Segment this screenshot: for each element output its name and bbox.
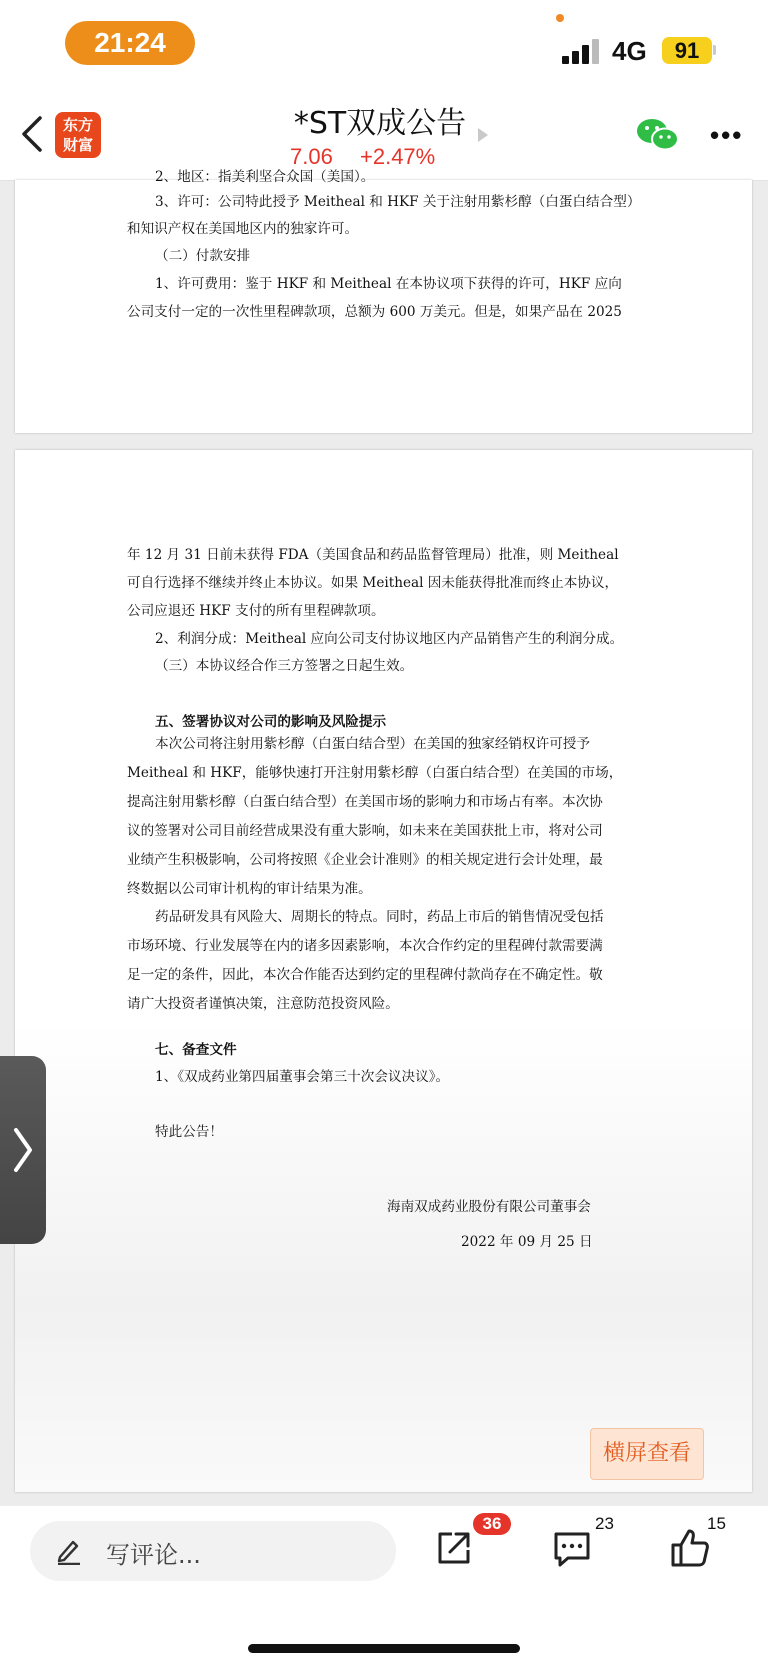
signature-date: 2022 年 09 月 25 日	[461, 1234, 593, 1250]
thumbs-up-icon[interactable]	[668, 1526, 712, 1570]
closing-text: 特此公告！	[155, 1124, 223, 1140]
network-type: 4G	[612, 36, 647, 66]
battery-level: 91	[662, 37, 712, 64]
doc-line: 和知识产权在美国地区内的独家许可。	[127, 221, 359, 237]
page-title: *ST双成公告	[293, 106, 467, 141]
chevron-right-icon	[10, 1126, 36, 1174]
doc-line: 年 12 月 31 日前未获得 FDA（美国食品和药品监督管理局）批准，则 Meitheal	[127, 547, 619, 563]
doc-line: 1、许可费用：鉴于 HKF 和 Meitheal 在本协议项下获得的许可，HKF 应向	[155, 276, 622, 292]
section5-paragraph-2	[127, 903, 647, 1019]
document-page-2	[15, 450, 752, 1492]
home-indicator[interactable]	[248, 1644, 520, 1653]
section5-paragraph-1	[127, 730, 647, 904]
side-expand-tab[interactable]	[0, 1056, 46, 1244]
doc-line: 足一定的条件，因此，本次合作能否达到约定的里程碑付款尚存在不确定性。敬	[127, 967, 603, 983]
doc-line: 市场环境、行业发展等在内的诸多因素影响，本次合作约定的里程碑付款需要满	[127, 938, 603, 954]
doc-line: 1、《双成药业第四届董事会第三十次会议决议》。	[155, 1069, 450, 1085]
pencil-icon	[56, 1537, 82, 1565]
more-options-icon[interactable]: •••	[710, 120, 744, 150]
doc-line: 2、地区：指美利坚合众国（美国）。	[155, 169, 375, 185]
section-heading: 七、备查文件	[155, 1042, 237, 1058]
bottom-action-bar	[0, 1506, 768, 1663]
doc-line: 议的签署对公司目前经营成果没有重大影响，如未来在美国获批上市，将对公司	[127, 823, 603, 839]
expand-arrow-icon[interactable]	[478, 128, 488, 142]
doc-line: 2、利润分成：Meitheal 应向公司支付协议地区内产品销售产生的利润分成。	[155, 631, 624, 647]
landscape-view-button[interactable]: 横屏查看	[590, 1428, 704, 1480]
signature-company: 海南双成药业股份有限公司董事会	[387, 1199, 591, 1215]
status-bar	[0, 0, 768, 92]
likes-count: 15	[707, 1514, 726, 1533]
logo-text-line-1: 东方	[62, 116, 93, 134]
share-icon[interactable]	[432, 1526, 476, 1570]
comment-input[interactable]	[30, 1521, 396, 1581]
doc-line: 业绩产生积极影响，公司将按照《企业会计准则》的相关规定进行会计处理，最	[127, 852, 603, 868]
document-page-1	[15, 169, 752, 433]
doc-line: 公司应退还 HKF 支付的所有里程碑款项。	[127, 603, 385, 619]
comments-count: 23	[595, 1514, 614, 1533]
doc-line: 本次公司将注射用紫杉醇（白蛋白结合型）在美国的独家经销权许可授予	[155, 736, 590, 752]
status-time: 21:24	[65, 21, 195, 65]
doc-line: 公司支付一定的一次性里程碑款项，总额为 600 万美元。但是，如果产品在 2025	[127, 304, 622, 320]
app-logo[interactable]	[55, 112, 101, 158]
signal-strength-icon	[562, 38, 602, 64]
comments-icon[interactable]	[550, 1526, 594, 1570]
doc-line: （三）本协议经合作三方签署之日起生效。	[155, 658, 414, 674]
doc-line: 可自行选择不继续并终止本协议。如果 Meitheal 因未能获得批准而终止本协议，	[127, 575, 619, 591]
nav-bar	[0, 92, 768, 181]
wechat-share-icon[interactable]	[636, 116, 680, 154]
logo-text-line-2: 财富	[62, 136, 93, 154]
privacy-indicator-dot	[556, 14, 564, 22]
section-heading: 五、签署协议对公司的影响及风险提示	[155, 714, 387, 730]
doc-line: 提高注射用紫杉醇（白蛋白结合型）在美国市场的影响力和市场占有率。本次协	[127, 794, 603, 810]
stock-change: +2.47%	[360, 144, 436, 169]
share-count-badge: 36	[473, 1513, 511, 1535]
doc-line: Meitheal 和 HKF，能够快速打开注射用紫杉醇（白蛋白结合型）在美国的市场，	[127, 765, 623, 781]
stock-price: 7.06	[290, 144, 333, 169]
back-chevron-icon[interactable]	[18, 114, 48, 154]
doc-line: 药品研发具有风险大、周期长的特点。同时，药品上市后的销售情况受包括	[155, 909, 604, 925]
doc-line: 请广大投资者谨慎决策，注意防范投资风险。	[127, 996, 399, 1012]
comment-placeholder: 写评论...	[106, 1541, 201, 1569]
doc-line: （二）付款安排	[155, 248, 251, 264]
battery-icon	[713, 45, 716, 55]
doc-line: 终数据以公司审计机构的审计结果为准。	[127, 881, 372, 897]
doc-line: 3、许可：公司特此授予 Meitheal 和 HKF 关于注射用紫杉醇（白蛋白结合型）	[155, 194, 641, 210]
